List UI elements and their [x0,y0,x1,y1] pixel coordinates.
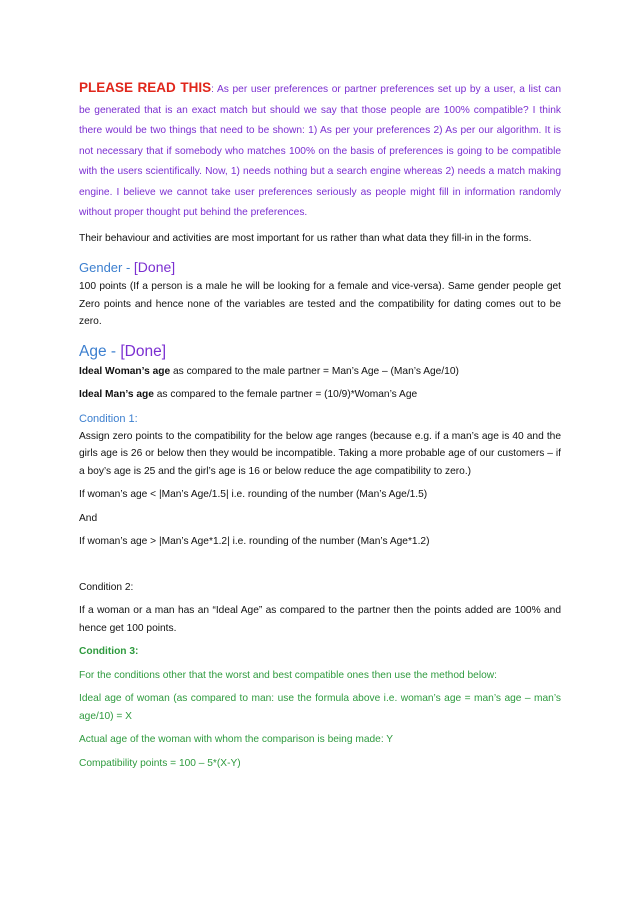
behaviour-paragraph: Their behaviour and activities are most important for us rather than what data they fill-in in the forms. [79,232,532,244]
gender-title: Gender - [79,260,134,275]
ideal-woman-formula: as compared to the male partner = Man’s Age – (Man’s Age/10) [170,365,459,377]
please-read-heading: PLEASE READ THIS [79,80,212,95]
intro-paragraph [79,78,561,224]
condition-2-text: If a woman or a man has an “Ideal Age” as compared to the partner then the points added are 100% and hence get 100 points. [79,605,561,634]
intro-text: : As per user preferences or partner preferences set up by a user, a list can be generated that is an exact match but should we say that those people are 100% compatible? I think there would be two things that need to be shown: 1) As per your preferences 2) As per our algorithm. It is not necessary that if somebody who matches 100% on the basis of preferences is going to be compatible with the users scientifically. Now, 1) needs nothing but a search engine whereas 2) needs a match making engine. I believe we cannot take user preferences seriously as people might fill in information randomly without proper thought put behind the preferences. [79,84,561,218]
condition-1-and: And [79,512,98,524]
condition-1-text: Assign zero points to the compatibility for the below age ranges (because e.g. if a man’s age is 40 and the girls age is 26 or below then they would be incompatible. Taking a more probable age of our customers – if a boy’s age is 25 and the girl’s age is 16 or below reduce the age compatibility to zero.) [79,430,561,477]
condition-3-title [79,643,561,661]
age-title: Age - [79,342,121,360]
condition-1-gt: If woman’s age > |Man’s Age*1.2| i.e. rounding of the number (Man’s Age*1.2) [79,536,430,547]
condition-3-ideal: Ideal age of woman (as compared to man: use the formula above i.e. woman’s age = man’s age – man’s age/10) = X [79,693,561,722]
condition-1-lt: If woman’s age < |Man’s Age/1.5| i.e. rounding of the number (Man’s Age/1.5) [79,489,428,500]
condition-3-points: Compatibility points = 100 – 5*(X-Y) [79,757,241,769]
ideal-man-age [79,386,561,404]
ideal-man-formula: as compared to the female partner = (10/9)*Woman’s Age [153,389,418,400]
ideal-woman-age [79,363,561,381]
gender-heading [79,257,561,278]
condition-2-title: Condition 2: [79,581,134,593]
age-done: [Done] [120,342,167,360]
condition-3-title-text: Condition 3: [79,646,139,657]
condition-1-title: Condition 1: [79,412,138,425]
condition-3-intro: For the conditions other that the worst and best compatible ones then use the method below: [79,669,497,681]
ideal-man-label: Ideal Man’s age [79,389,154,400]
age-heading [79,341,561,363]
gender-text: 100 points (If a person is a male he will be looking for a female and vice-versa). Same gender people get Zero points and hence none of the variables are tested and the compatibility for dating comes out to be zero. [79,281,561,327]
condition-3-actual: Actual age of the woman with whom the comparison is being made: Y [79,734,394,745]
ideal-woman-label: Ideal Woman’s age [79,365,171,377]
gender-done: [Done] [133,259,176,275]
document-page [79,78,561,772]
